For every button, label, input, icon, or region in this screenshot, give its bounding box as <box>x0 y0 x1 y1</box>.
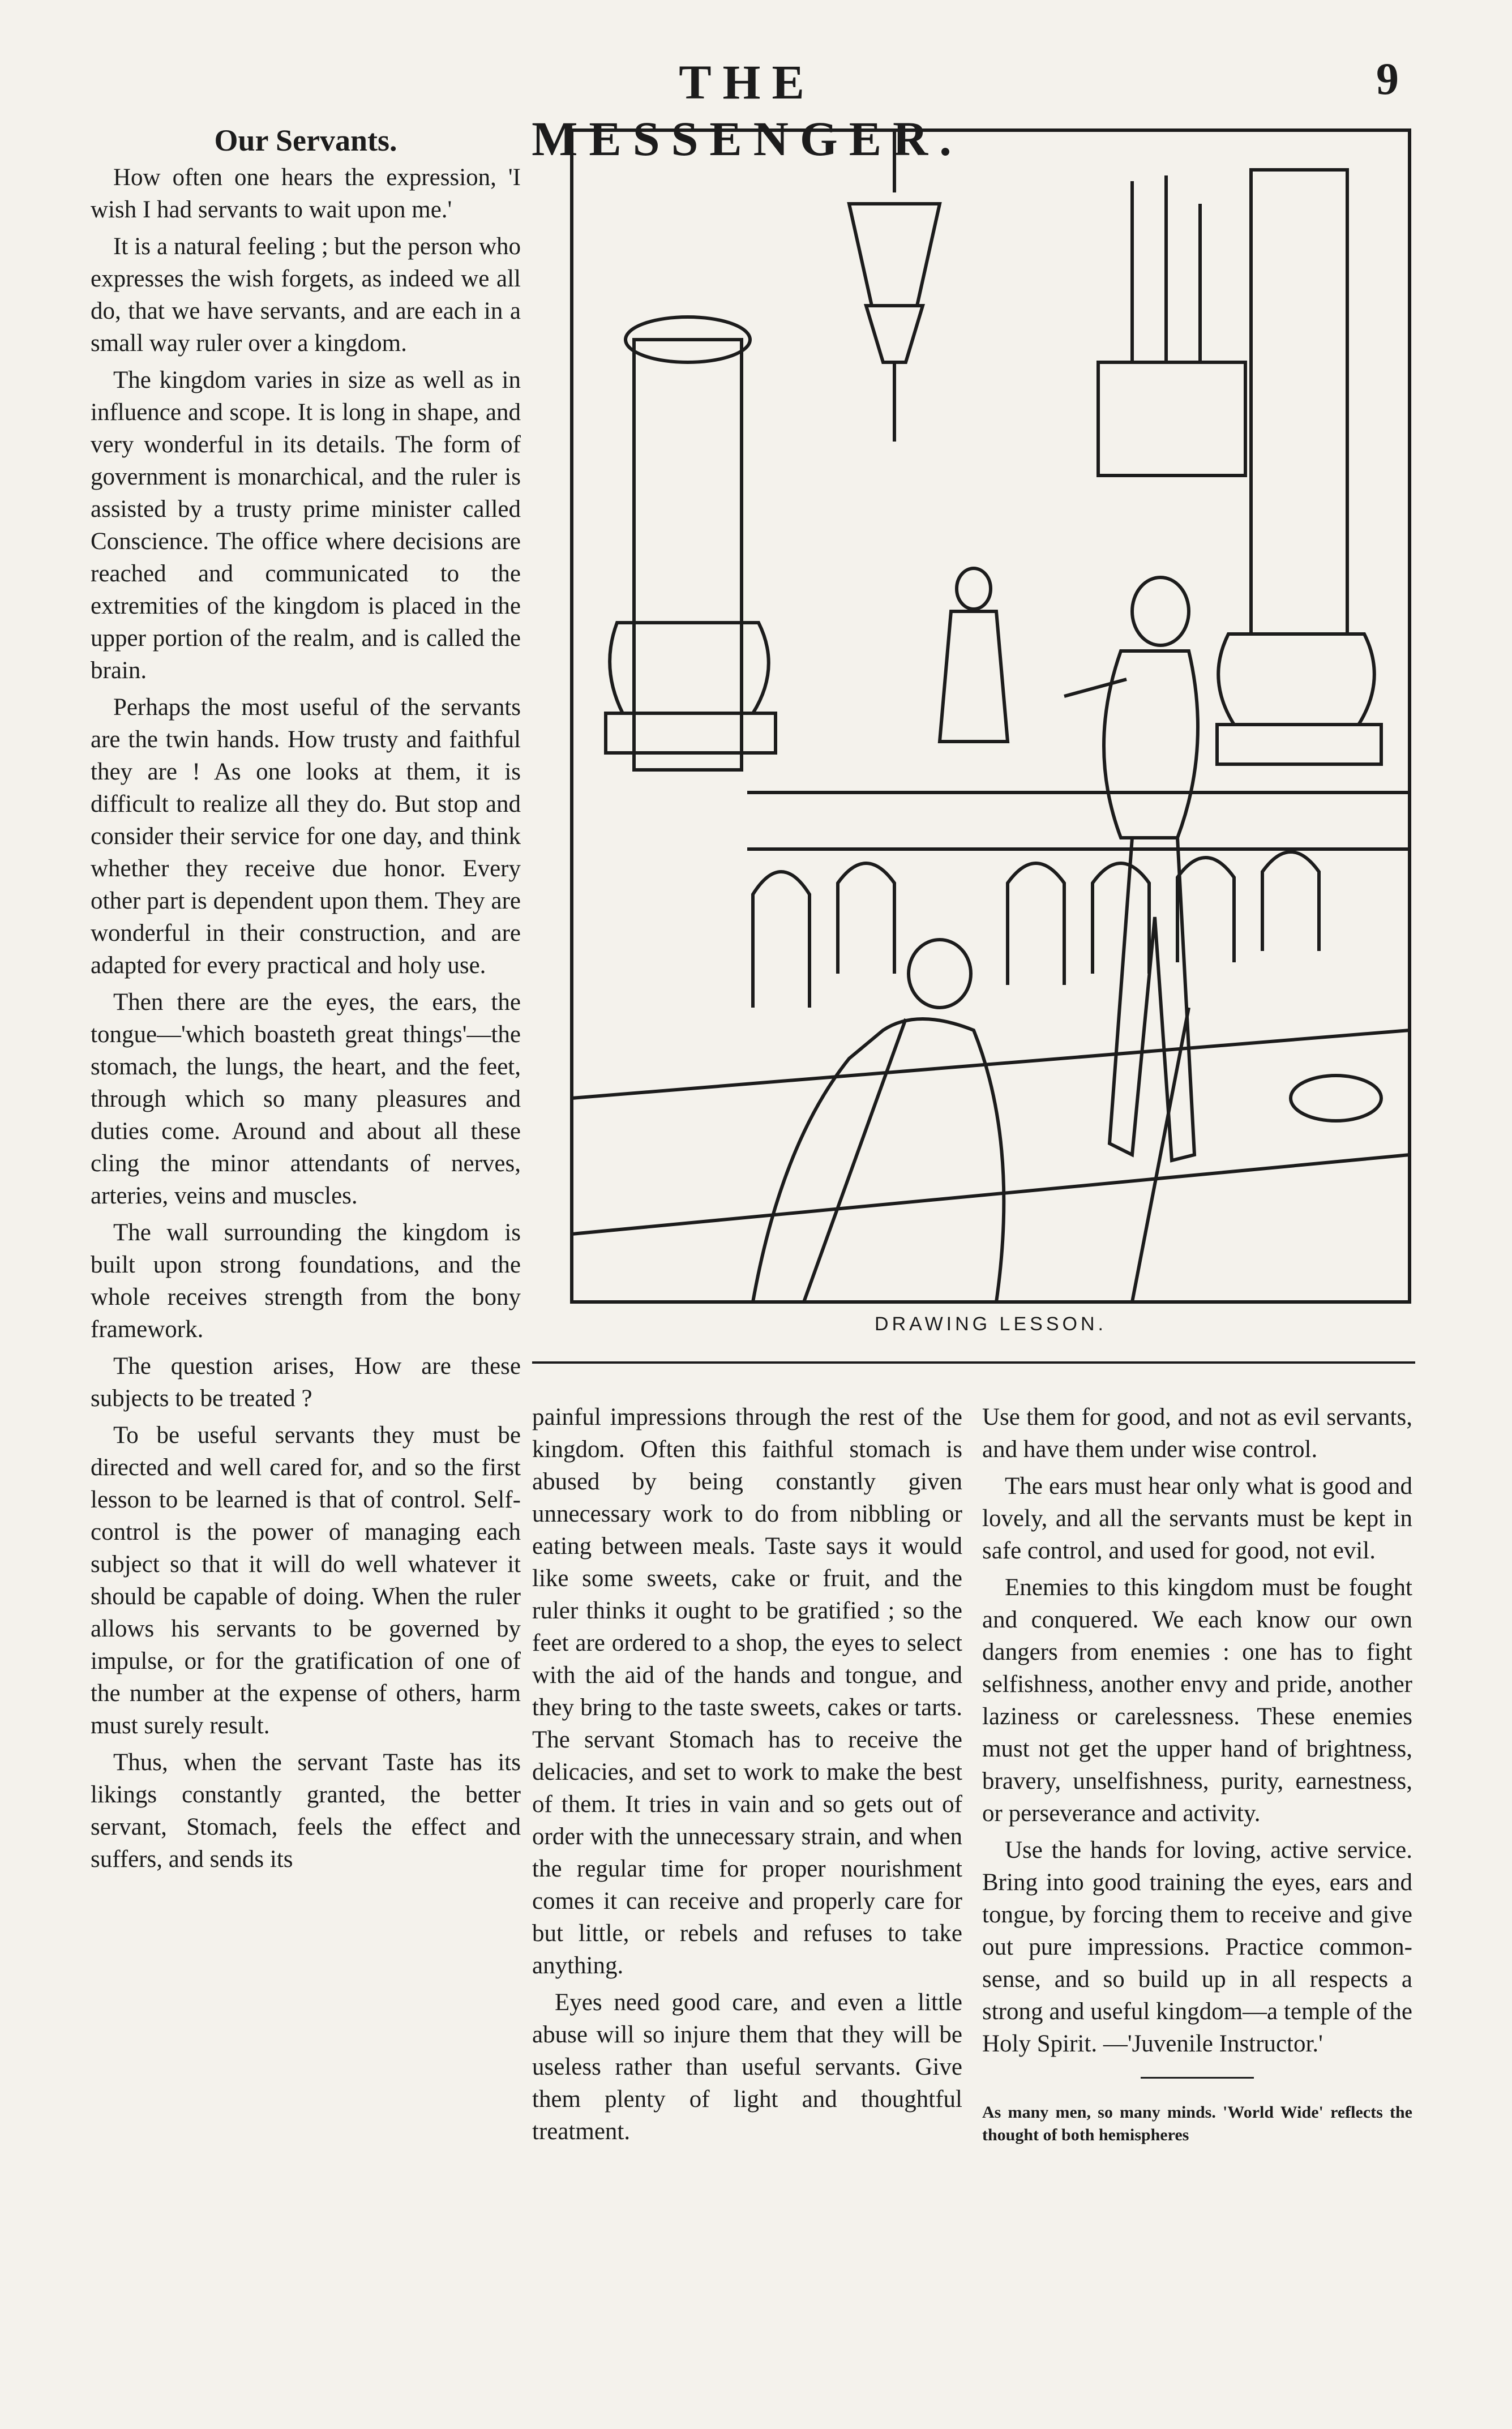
page-number: 9 <box>1376 54 1399 104</box>
paragraph: It is a natural feeling ; but the person who expresses the wish forgets, as indeed we all do, that we have servants, and are each in a small way ruler over a kingdom. <box>91 233 521 357</box>
paragraph: How often one hears the expression, 'I wish I had servants to wait upon me.' <box>91 164 521 223</box>
paragraph: The ears must hear only what is good and lovely, and all the servants must be kept in safe control, and used for good, not evil. <box>982 1473 1412 1564</box>
paragraph: Use them for good, and not as evil servants, and have them under wise control. <box>982 1404 1412 1463</box>
article-heading: Our Servants. <box>214 123 397 157</box>
paragraph: Eyes need good care, and even a little abuse will so injure them that they will be useless rather than useful servants. Give them plenty of light and thoughtful treatment. <box>532 1989 962 2145</box>
drawing-lesson-illustration <box>566 125 1415 1308</box>
church-interior-sketch <box>566 125 1415 1308</box>
paragraph: Thus, when the servant Taste has its likings constantly granted, the better servant, Stomach, feels the effect and suffers, and sends its <box>91 1749 521 1873</box>
paragraph: Enemies to this kingdom must be fought and conquered. We each know our own dangers from enemies : one has to fight selfishness, another envy and pride, another laziness or carelessness. These enemies must not get the upper hand of brightness, bravery, unselfishness, purity, earnestness, or perseverance and activity. <box>982 1574 1412 1827</box>
horizontal-rule <box>532 1361 1415 1364</box>
newspaper-title: THE MESSENGER. <box>532 55 963 166</box>
article-column-3 <box>982 1401 1412 2363</box>
divider <box>1141 2077 1254 2079</box>
paragraph: The question arises, How are these subjects to be treated ? <box>91 1353 521 1412</box>
paragraph: The kingdom varies in size as well as in influence and scope. It is long in shape, and very wonderful in its details. The form of government is monarchical, and the ruler is assisted by a trusty prime minister called Conscience. The office where decisions are reached and communicated to the extremities of the kingdom is placed in the upper portion of the realm, and is called the brain. <box>91 367 521 684</box>
footnote: As many men, so many minds. 'World Wide' reflects the thought of both hemispheres <box>982 2103 1412 2144</box>
paragraph: Use the hands for loving, active service. Bring into good training the eyes, ears and tongue, by forcing them to receive and give out pure impressions. Practice common-sense, and so build up in all respects a strong and useful kingdom—a temple of the Holy Spirit. —'Juvenile Instructor.' <box>982 1837 1412 2057</box>
article-column-2 <box>532 1401 962 2363</box>
paragraph: The wall surrounding the kingdom is built upon strong foundations, and the whole receives strength from the bony framework. <box>91 1219 521 1343</box>
figure-caption: DRAWING LESSON. <box>875 1313 1107 1335</box>
paragraph: painful impressions through the rest of the kingdom. Often this faithful stomach is abused by being constantly given unnecessary work to do from nibbling or eating between meals. Taste says it would like some sweets, cake or fruit, and the ruler thinks it ought to be gratified ; so the feet are ordered to a shop, the eyes to select with the aid of the hands and tongue, and they bring to the taste sweets, cakes or tarts. The servant Stomach has to receive the delicacies, and set to work to make the best of them. It tries in vain and so gets out of order with the unnecessary strain, and when the regular time for proper nourishment comes it can receive and properly care for but little, or rebels and refuses to take anything. <box>532 1404 962 1979</box>
paragraph: Perhaps the most useful of the servants are the twin hands. How trusty and faithful they are ! As one looks at them, it is difficult to realize all they do. But stop and consider their service for one day, and think whether they receive due honor. Every other part is dependent upon them. They are wonderful in their construction, and are adapted for every practical and holy use. <box>91 694 521 979</box>
paragraph: To be useful servants they must be directed and well cared for, and so the first lesson to be learned is that of control. Self-control is the power of managing each subject so that it will do well whatever it should be capable of doing. When the ruler allows his servants to be governed by impulse, or for the gratification of one of the number at the expense of others, harm must surely result. <box>91 1422 521 1739</box>
paragraph: Then there are the eyes, the ears, the tongue—'which boasteth great things'—the stomach, the lungs, the heart, and the feet, through which so many pleasures and duties come. Around and about all these cling the minor attendants of nerves, arteries, veins and muscles. <box>91 989 521 1209</box>
article-column-1 <box>91 125 521 2366</box>
